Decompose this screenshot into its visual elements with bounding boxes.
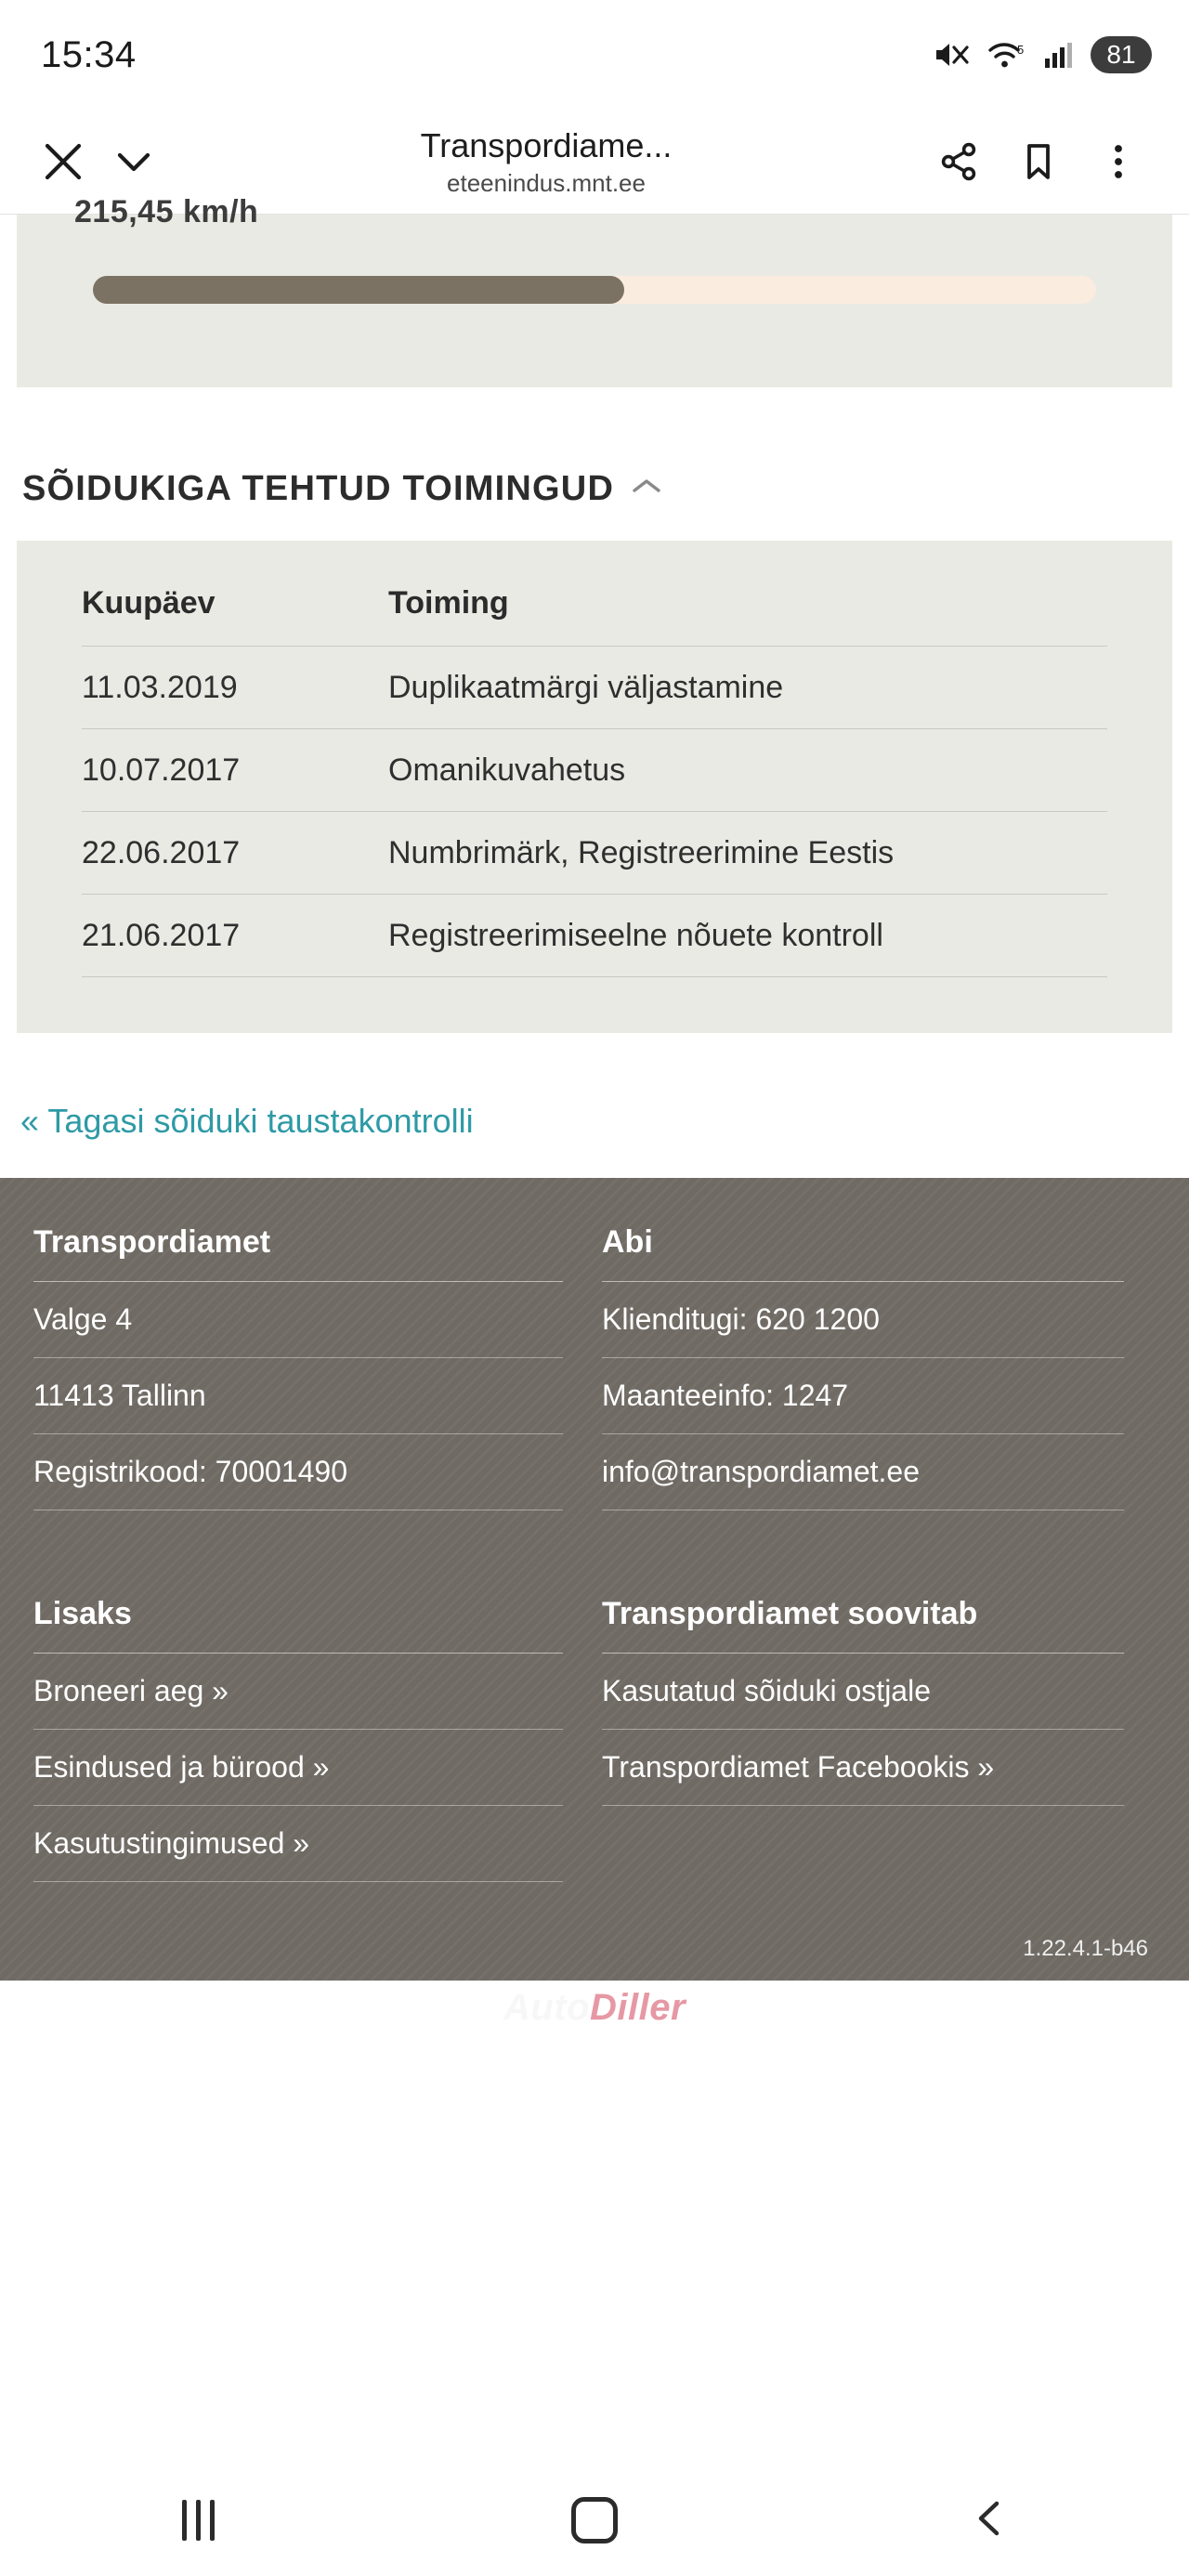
footer-item: Maanteeinfo: 1247 <box>602 1358 1124 1434</box>
web-page-content <box>0 194 1189 2028</box>
page-title: Transpordiame... <box>420 125 673 164</box>
footer-column-lisaks <box>33 1583 594 1882</box>
android-navigation-bar <box>0 2465 1189 2576</box>
cell-date: 21.06.2017 <box>82 895 388 977</box>
progress-value-text: 215,45 km/h <box>74 194 259 229</box>
footer-heading: Lisaks <box>33 1583 563 1654</box>
autodiller-watermark <box>0 1987 1189 2029</box>
status-time: 15:34 <box>41 33 137 75</box>
footer-column-abi <box>594 1211 1156 1510</box>
bookmark-icon[interactable] <box>1003 126 1074 197</box>
signal-icon <box>1042 38 1074 72</box>
cell-operation: Duplikaatmärgi väljastamine <box>388 647 1107 729</box>
watermark-part-one: Auto <box>503 1987 591 2028</box>
footer-item: Registrikood: 70001490 <box>33 1434 563 1510</box>
column-header-operation: Toiming <box>388 585 1107 647</box>
footer-column-transpordiamet <box>33 1211 594 1510</box>
footer-link-kasutustingimused[interactable]: Kasutustingimused » <box>33 1806 563 1882</box>
browser-actions <box>923 126 1154 197</box>
site-footer <box>0 1178 1189 2028</box>
footer-item: 11413 Tallinn <box>33 1358 563 1434</box>
table-header-row <box>82 585 1107 647</box>
footer-top-row <box>33 1211 1156 1510</box>
status-icon-group <box>933 36 1152 73</box>
cell-date: 11.03.2019 <box>82 647 388 729</box>
footer-item: Valge 4 <box>33 1282 563 1358</box>
table-row <box>82 895 1107 977</box>
footer-heading: Transpordiamet soovitab <box>602 1583 1124 1654</box>
operations-table <box>82 585 1107 977</box>
cell-operation: Registreerimiseelne nõuete kontroll <box>388 895 1107 977</box>
browser-title-block[interactable] <box>169 127 923 196</box>
share-icon[interactable] <box>923 126 994 197</box>
back-button[interactable] <box>921 2465 1061 2576</box>
footer-item: Klienditugi: 620 1200 <box>602 1282 1124 1358</box>
footer-link-kasutatud-soiduki-ostjale[interactable]: Kasutatud sõiduki ostjale <box>602 1654 1124 1730</box>
footer-link-facebook[interactable]: Transpordiamet Facebookis » <box>602 1730 1124 1806</box>
mute-icon <box>933 38 970 72</box>
overflow-menu-icon[interactable] <box>1083 126 1154 197</box>
battery-icon: 81 <box>1091 36 1152 73</box>
column-header-date: Kuupäev <box>82 585 388 647</box>
footer-column-soovitab <box>594 1583 1156 1882</box>
chevron-down-icon[interactable] <box>98 126 169 197</box>
page-url: eteenindus.mnt.ee <box>447 168 646 197</box>
section-title: SÕIDUKIGA TEHTUD TOIMINGUD <box>22 469 615 508</box>
progress-track <box>93 276 1096 304</box>
chevron-up-icon[interactable] <box>631 476 662 503</box>
svg-text:5: 5 <box>1017 42 1025 57</box>
recents-icon <box>182 2500 215 2541</box>
cell-operation: Numbrimärk, Registreerimine Eestis <box>388 812 1107 895</box>
table-row <box>82 647 1107 729</box>
footer-bottom-row <box>33 1583 1156 1882</box>
watermark-part-two: Diller <box>590 1987 686 2028</box>
home-button[interactable] <box>525 2465 664 2576</box>
status-bar <box>0 0 1189 110</box>
footer-heading: Abi <box>602 1211 1124 1282</box>
back-to-background-check-link[interactable]: « Tagasi sõiduki taustakontrolli <box>20 1102 474 1140</box>
footer-version: 1.22.4.1-b46 <box>1023 1936 1148 1961</box>
close-icon[interactable] <box>28 126 98 197</box>
footer-link-esindused[interactable]: Esindused ja bürood » <box>33 1730 563 1806</box>
footer-heading: Transpordiamet <box>33 1211 563 1282</box>
wifi-icon <box>986 38 1026 72</box>
footer-email-link[interactable]: info@transpordiamet.ee <box>602 1434 1124 1510</box>
recents-button[interactable] <box>128 2465 268 2576</box>
cell-date: 10.07.2017 <box>82 729 388 812</box>
section-header[interactable] <box>0 387 1189 541</box>
progress-card <box>17 194 1172 387</box>
table-row <box>82 729 1107 812</box>
back-icon <box>969 2496 1013 2545</box>
cell-date: 22.06.2017 <box>82 812 388 895</box>
footer-spacer <box>33 1510 1156 1583</box>
table-row <box>82 812 1107 895</box>
operations-table-card <box>17 541 1172 1033</box>
footer-link-broneeri-aeg[interactable]: Broneeri aeg » <box>33 1654 563 1730</box>
cell-operation: Omanikuvahetus <box>388 729 1107 812</box>
home-icon <box>571 2497 618 2543</box>
progress-fill <box>93 276 624 304</box>
